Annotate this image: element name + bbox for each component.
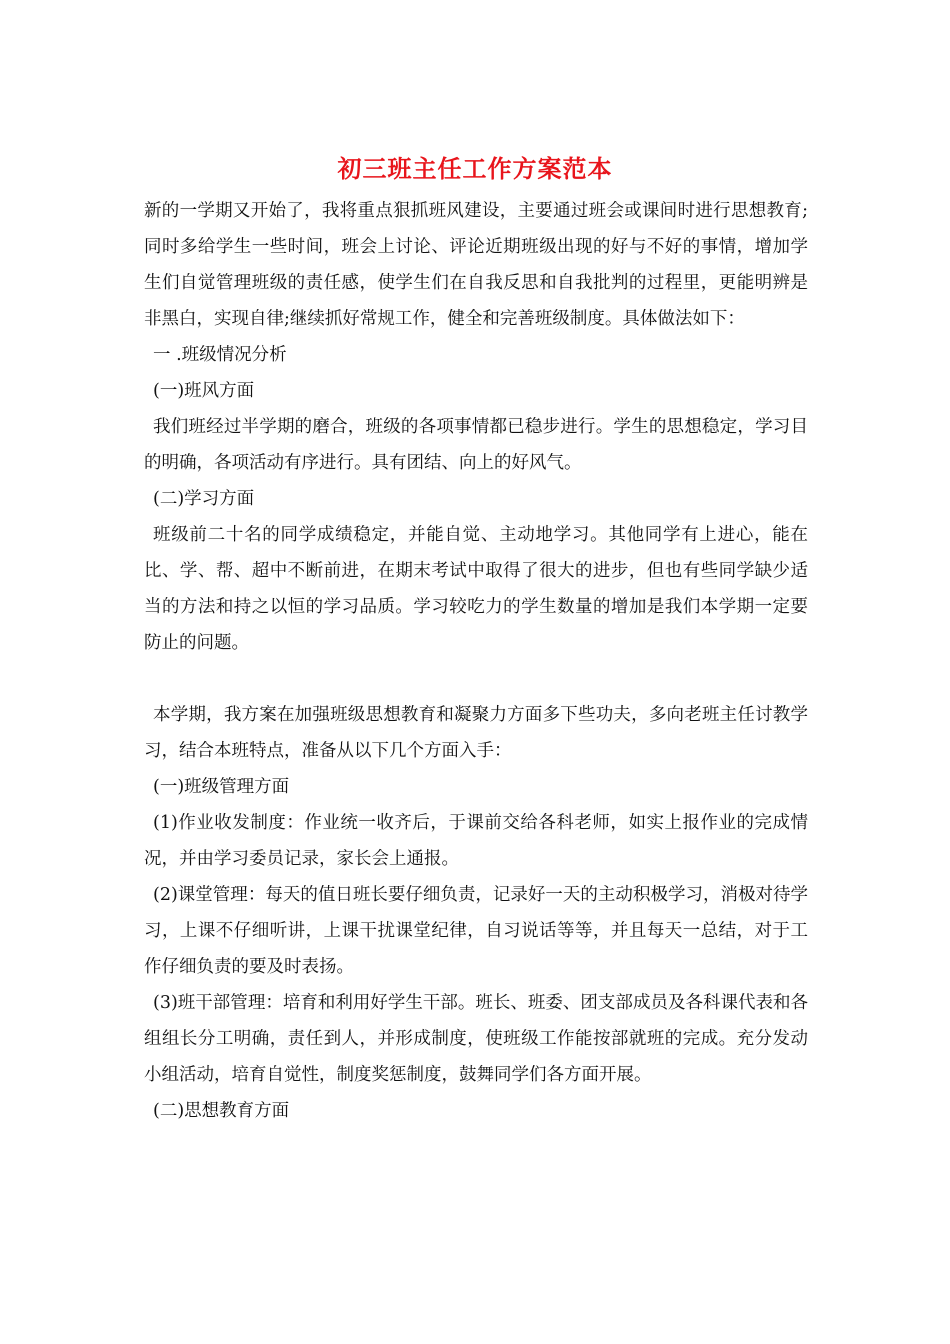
paragraph-intro: 新的一学期又开始了，我将重点狠抓班风建设，主要通过班会或课间时进行思想教育;同时多给学生一些时间，班会上讨论、评论近期班级出现的好与不好的事情，增加学生们自觉管理班级的责任感，使学生们在自我反思和自我批判的过程里，更能明辨是非黑白，实现自律;继续抓好常规工作，健全和完善班级制度。具体做法如下： bbox=[144, 201, 808, 329]
subsection-heading-study: (二)学习方面 bbox=[153, 489, 255, 509]
document-title: 初三班主任工作方案范本 bbox=[337, 154, 613, 183]
section-heading-class-analysis: 一 .班级情况分析 bbox=[153, 345, 287, 365]
document-body bbox=[144, 193, 808, 1129]
paragraph-homework-system: (1)作业收发制度：作业统一收齐后，于课前交给各科老师，如实上报作业的完成情况，并由学习委员记录，家长会上通报。 bbox=[144, 813, 808, 869]
paragraph-cadre-management: (3)班干部管理：培育和利用好学生干部。班长、班委、团支部成员及各科课代表和各组组长分工明确，责任到人，并形成制度，使班级工作能按部就班的完成。充分发动小组活动，培育自觉性，制度奖惩制度，鼓舞同学们各方面开展。 bbox=[144, 993, 808, 1085]
paragraph-classroom-management: (2)课堂管理：每天的值日班长要仔细负责，记录好一天的主动积极学习，消极对待学习，上课不仔细听讲，上课干扰课堂纪律，自习说话等等，并且每天一总结，对于工作仔细负责的要及时表扬。 bbox=[144, 885, 808, 977]
subsection-heading-class-spirit: (一)班风方面 bbox=[153, 381, 255, 401]
paragraph-class-spirit: 我们班经过半学期的磨合，班级的各项事情都已稳步进行。学生的思想稳定，学习目的明确，各项活动有序进行。具有团结、向上的好风气。 bbox=[144, 417, 808, 473]
paragraph-semester-plan: 本学期，我方案在加强班级思想教育和凝聚力方面多下些功夫，多向老班主任讨教学习，结合本班特点，准备从以下几个方面入手： bbox=[144, 705, 808, 761]
subsection-heading-ideological-education: (二)思想教育方面 bbox=[153, 1101, 290, 1121]
paragraph-gap bbox=[144, 661, 808, 697]
paragraph-study: 班级前二十名的同学成绩稳定，并能自觉、主动地学习。其他同学有上进心，能在比、学、帮、超中不断前进，在期末考试中取得了很大的进步，但也有些同学缺少适当的方法和持之以恒的学习品质。学习较吃力的学生数量的增加是我们本学期一定要防止的问题。 bbox=[144, 525, 808, 653]
subsection-heading-class-management: (一)班级管理方面 bbox=[153, 777, 290, 797]
